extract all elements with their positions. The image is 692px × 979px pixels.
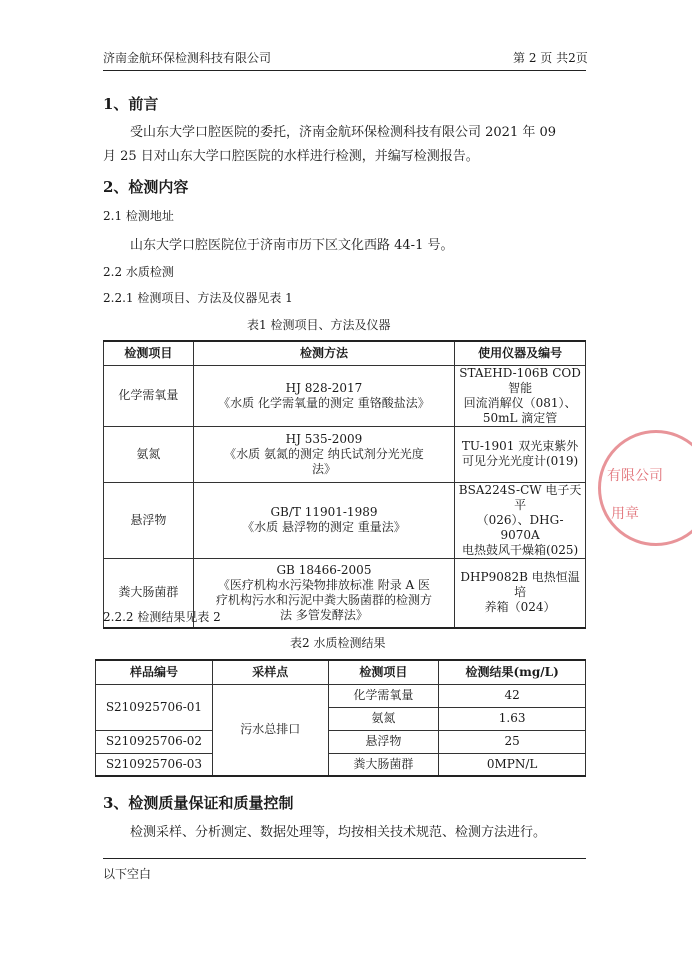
table-row [96, 684, 586, 707]
table1-method [193, 482, 454, 558]
blank-note: 以下空白 [103, 867, 152, 881]
table2 [95, 659, 586, 777]
table-row [96, 753, 586, 776]
table2-result: 0MPN/L [439, 753, 586, 776]
table2-result: 42 [439, 684, 586, 707]
table2-item: 化学需氧量 [328, 684, 439, 707]
table1-method-name: 《水质 化学需氧量的测定 重铬酸盐法》 [218, 395, 430, 410]
table1-instrument-line: 回流消解仪（081）、 [463, 395, 577, 410]
table1-instrument-line: BSA224S-CW 电子天平 [458, 482, 582, 512]
section2-2-1-heading: 2.2.1 检测项目、方法及仪器见表 1 [103, 291, 293, 305]
table1-instrument-line: 电热鼓风干燥箱(025) [461, 542, 579, 557]
table2-sample-id: S210925706-03 [96, 753, 213, 776]
table1-standard: GB 18466-2005 [276, 562, 372, 577]
table1-header-instrument: 使用仪器及编号 [455, 341, 586, 365]
table2-item: 粪大肠菌群 [328, 753, 439, 776]
table1-standard: GB/T 11901-1989 [270, 505, 378, 519]
table2-header-item: 检测项目 [328, 660, 439, 684]
table2-item: 悬浮物 [328, 730, 439, 753]
section2-1-heading: 2.1 检测地址 [103, 209, 174, 223]
section3-text: 检测采样、分析测定、数据处理等，均按相关技术规范、检测方法进行。 [130, 825, 547, 840]
section3-title: 3、检测质量保证和质量控制 [103, 794, 294, 812]
address-text: 山东大学口腔医院位于济南市历下区文化西路 44-1 号。 [130, 238, 454, 253]
table-row [96, 730, 586, 753]
header-divider [103, 70, 586, 71]
table1-method-name: 《水质 悬浮物的测定 重量法》 [242, 520, 406, 534]
company-seal [598, 430, 692, 546]
bottom-divider [103, 858, 586, 859]
table-row [104, 365, 586, 426]
table1-instrument [455, 426, 586, 482]
table1-item: 悬浮物 [104, 482, 194, 558]
table1-instrument-line: 可见分光光度计(019) [461, 454, 579, 468]
table1-item: 氨氮 [104, 426, 194, 482]
section1-para-line1: 受山东大学口腔医院的委托，济南金航环保检测科技有限公司 2021 年 09 [130, 125, 557, 140]
table1-standard: HJ 828-2017 [285, 380, 363, 395]
section2-title: 2、检测内容 [103, 178, 189, 196]
header-page-number: 第 2 页 共2页 [513, 51, 588, 65]
table1-caption: 表1 检测项目、方法及仪器 [247, 318, 391, 332]
table1-instrument [455, 558, 586, 628]
table1-method-name: 《水质 氨氮的测定 纳氏试剂分光光度 [224, 446, 424, 461]
table1-instrument-line: 50mL 滴定管 [482, 410, 558, 425]
table1-instrument-line: DHP9082B 电热恒温培 [460, 570, 580, 600]
seal-text: 用章 [611, 506, 639, 522]
table1-instrument-line: TU-1901 双光束紫外 [461, 439, 579, 453]
table1-instrument [455, 365, 586, 426]
table1-method-name: 疗机构污水和污泥中粪大肠菌群的检测方 [215, 592, 432, 607]
table1-instrument [455, 482, 586, 558]
table1-method [193, 558, 454, 628]
section1-title: 1、前言 [103, 95, 159, 113]
table1 [103, 340, 586, 629]
table1-header-item: 检测项目 [104, 341, 194, 365]
table2-item: 氨氮 [328, 707, 439, 730]
table1-instrument-line: 养箱（024） [484, 600, 556, 615]
table1-item: 粪大肠菌群 [104, 558, 194, 628]
table1-instrument-line: （026）、DHG-9070A [476, 512, 564, 542]
table2-site: 污水总排口 [212, 684, 328, 776]
table1-item: 化学需氧量 [104, 365, 194, 426]
section2-2-2-heading: 2.2.2 检测结果见表 2 [103, 610, 221, 624]
table1-standard: HJ 535-2009 [285, 431, 363, 446]
table2-header-sample: 样品编号 [96, 660, 213, 684]
seal-text: 有限公司 [607, 468, 663, 484]
table1-method [193, 426, 454, 482]
section1-para-line2: 月 25 日对山东大学口腔医院的水样进行检测，并编写检测报告。 [103, 149, 479, 164]
table2-sample-id: S210925706-02 [96, 730, 213, 753]
header-company: 济南金航环保检测科技有限公司 [103, 51, 272, 65]
table1-instrument-line: STAEHD-106B COD 智能 [459, 365, 581, 395]
table1-method-name: 法 多管发酵法》 [280, 607, 368, 622]
table2-header-result: 检测结果(mg/L) [439, 660, 586, 684]
table1-header-method: 检测方法 [193, 341, 454, 365]
table1-method-name: 《医疗机构水污染物排放标准 附录 A 医 [217, 577, 431, 592]
section2-2-heading: 2.2 水质检测 [103, 265, 174, 279]
table2-result: 1.63 [439, 707, 586, 730]
table-row [104, 482, 586, 558]
table1-method-name: 法》 [311, 461, 336, 476]
table2-result: 25 [439, 730, 586, 753]
table2-header-site: 采样点 [212, 660, 328, 684]
table1-method [193, 365, 454, 426]
table2-caption: 表2 水质检测结果 [290, 636, 386, 650]
table2-sample-id: S210925706-01 [96, 684, 213, 730]
table-row [104, 426, 586, 482]
